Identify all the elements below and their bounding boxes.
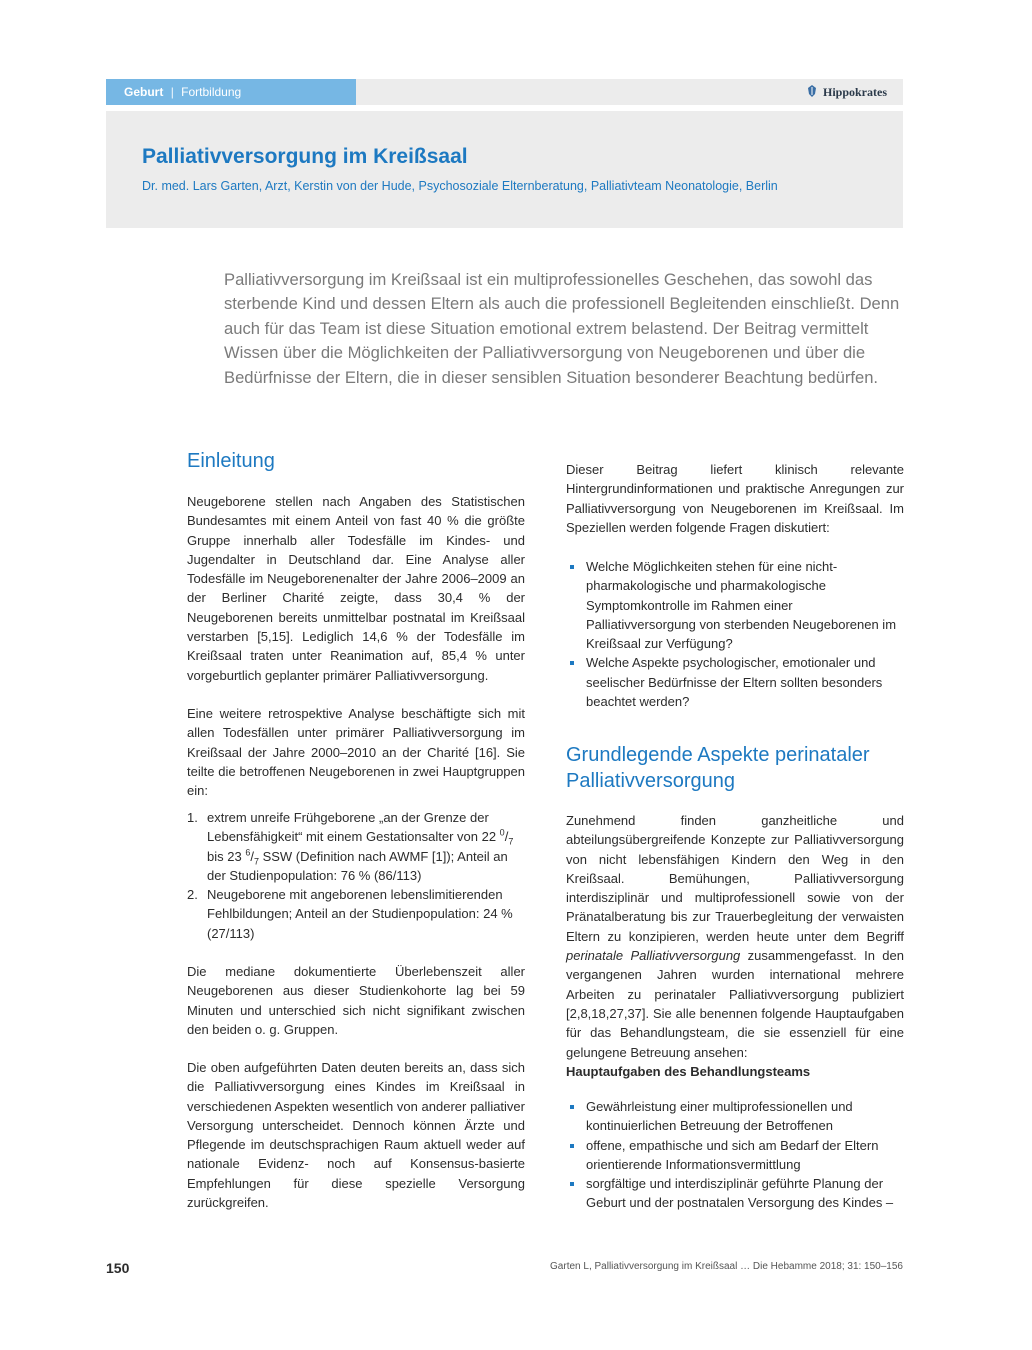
list-text-mid: bis 23 [207, 848, 246, 864]
list-item [187, 885, 525, 943]
list-item: sorgfältige und interdisziplinär geführte Planung der Geburt und der postnatalen Versorgung des Kindes – [566, 1174, 904, 1213]
article-title: Palliativversorgung im Kreißsaal [142, 145, 468, 168]
left-paragraph-1: Neugeborene stellen nach Angaben des Statistischen Bundesamtes mit einem Anteil von fast 40 % die größte Gruppe innerhalb aller Todesfälle im Kindes- und Jugendalter in Deutschland dar. Eine Analyse aller Todesfälle im Neugeborenenalter der Jahre 2006–2009 an der Berliner Charité zeigte, dass 30,4 % der Neugeborenen bereits unmittelbar postnatal im Kreißsaal verstarben [5,15]. Lediglich 14,6 % der Todesfälle im Kreißsaal traten unter Reanimation auf, 85,4 % unter vorgeburtlich geplanter primärer Palliativversorgung. [187, 494, 525, 683]
title-box [106, 111, 903, 228]
section-separator: | [170, 85, 174, 99]
left-paragraph-4: Die oben aufgeführten Daten deuten bereits an, dass sich die Palliativversorgung eines Kindes im Kreißsaal in verschiedenen Aspekten wesentlich von anderer palliativer Versorgung unterscheidet. Dennoch können Ärzte und Pflegende im deutschsprachigen Raum aktuell weder auf nationale Evidenz- noch auf Konsensus-basierte Empfehlungen für diese spezielle Versorgung zurückgreifen. [187, 1060, 525, 1211]
fraction-sup: 0 [499, 827, 505, 838]
list-item: Welche Aspekte psychologischer, emotionaler und seelischer Bedürfnisse der Eltern sollten besonders beachtet werden? [566, 653, 904, 711]
left-paragraph-3: Die mediane dokumentierte Überlebenszeit aller Neugeborenen aus dieser Studienkohorte lag bei 59 Minuten und unterschied sich nicht signifikant zwischen den beiden o. g. Gruppen. [187, 964, 525, 1037]
paragraph-text: Zunehmend finden ganzheitliche und abteilungsübergreifende Konzepte zur Palliativversorgung von nicht lebensfähigen Kindern den Weg in den Kreißsaal. Bemühungen, Palliativversorgung interdisziplinär und multiprofessionell sowie von der Pränatalberatung bis zur Trauerbegleitung der verwaisten Eltern zu konzipieren, werden heute unter dem Begriff [566, 813, 904, 944]
heading-einleitung: Einleitung [187, 450, 275, 472]
list-text-post: SSW (Definition nach AWMF [1]); Anteil an der Studienpopulation: 76 % (86/113) [207, 848, 508, 883]
article-abstract: Palliativversorgung im Kreißsaal ist ein multiprofessionelles Geschehen, das sowohl das sterbende Kind und dessen Eltern als auch die professionell Begleitenden einschließt. Denn auch für das Team ist diese Situation emotional extrem belastend. Der Beitrag vermittelt Wissen über die Möglichkeiten der Palliativversorgung von Neugeborenen und über die Bedürfnisse der Eltern, die in dieser sensiblen Situation besonderer Beachtung bedürfen. [224, 270, 900, 387]
list-text: Neugeborene mit angeborenen lebenslimitierenden Fehlbildungen; Anteil an der Studienpopulation: 24 % (27/113) [207, 887, 513, 941]
questions-list [566, 557, 904, 711]
fraction-sub: 7 [508, 836, 514, 847]
list-number: 1. [187, 810, 198, 825]
right-paragraph-2 [566, 811, 904, 1062]
paragraph-text: zusammengefasst. In den vergangenen Jahren wurden international mehrere Arbeiten zu perinataler Palliativversorgung publiziert [2,8,18,27,37]. Sie alle benennen folgende Hauptaufgaben für das Behandlungsteam, die sie essenziell für eine gelungene Betreuung ansehen: [566, 948, 904, 1060]
italic-term: perinatale Palliativversorgung [566, 948, 741, 964]
publisher-bar [356, 79, 903, 105]
publisher-name: Hippokrates [822, 85, 887, 99]
list-number: 2. [187, 887, 198, 903]
right-paragraph-1: Dieser Beitrag liefert klinisch relevante Hintergrundinformationen und praktische Anregungen zur Palliativversorgung von Neugeborenen im Kreißsaal. Im Speziellen werden folgende Fragen diskutiert: [566, 462, 904, 535]
page-number: 150 [106, 1260, 130, 1276]
hippokrates-logo-icon [807, 85, 820, 99]
tasks-list [566, 1097, 904, 1213]
fraction-sup: 6 [245, 847, 251, 858]
left-paragraph-2: Eine weitere retrospektive Analyse beschäftigte sich mit allen Todesfällen unter primärer Palliativversorgung im Kreißsaal der Jahre 2000–2010 an der Charité [16]. Sie teilte die betroffenen Neugeborenen in zwei Hauptgruppen ein: [187, 706, 525, 799]
list-item: Gewährleistung einer multiprofessionellen und kontinuierlichen Betreuung der Betroffenen [566, 1097, 904, 1136]
category-label: Fortbildung [181, 85, 242, 99]
article-authors: Dr. med. Lars Garten, Arzt, Kerstin von der Hude, Psychosoziale Elternberatung, Palliativteam Neonatologie, Berlin [142, 179, 778, 193]
section-label: Geburt [124, 85, 164, 99]
section-bar [106, 79, 356, 105]
publisher-logo [807, 79, 887, 105]
citation: Garten L, Palliativversorgung im Kreißsaal … Die Hebamme 2018; 31: 150–156 [550, 1261, 903, 1272]
subheading-hauptaufgaben: Hauptaufgaben des Behandlungsteams [566, 1064, 811, 1079]
heading-grundlegende-aspekte: Grundlegende Aspekte perinataler Palliativversorgung [566, 744, 870, 792]
list-item: Welche Möglichkeiten stehen für eine nicht-pharmakologische und pharmakologische Symptomkontrolle im Rahmen einer Palliativversorgung von sterbenden Neugeborenen im Kreißsaal zur Verfügung? [566, 557, 904, 653]
fraction-sub: 7 [253, 856, 259, 867]
list-text-pre: extrem unreife Frühgeborene „an der Grenze der Lebensfähigkeit“ mit einem Gestationsalter von 22 [207, 810, 500, 845]
group-list [187, 808, 525, 943]
list-item: 1. extrem unreife Frühgeborene „an der Grenze der Lebensfähigkeit“ mit einem Gestationsalter von 22 $^0/_7$ bis 23 $^6/_7$ SSW (Definition nach AWMF [1]); Anteil an der Studienpopulation: 76 % (86/113) [187, 810, 514, 883]
list-item: offene, empathische und sich am Bedarf der Eltern orientierende Informationsvermittlung [566, 1136, 904, 1175]
